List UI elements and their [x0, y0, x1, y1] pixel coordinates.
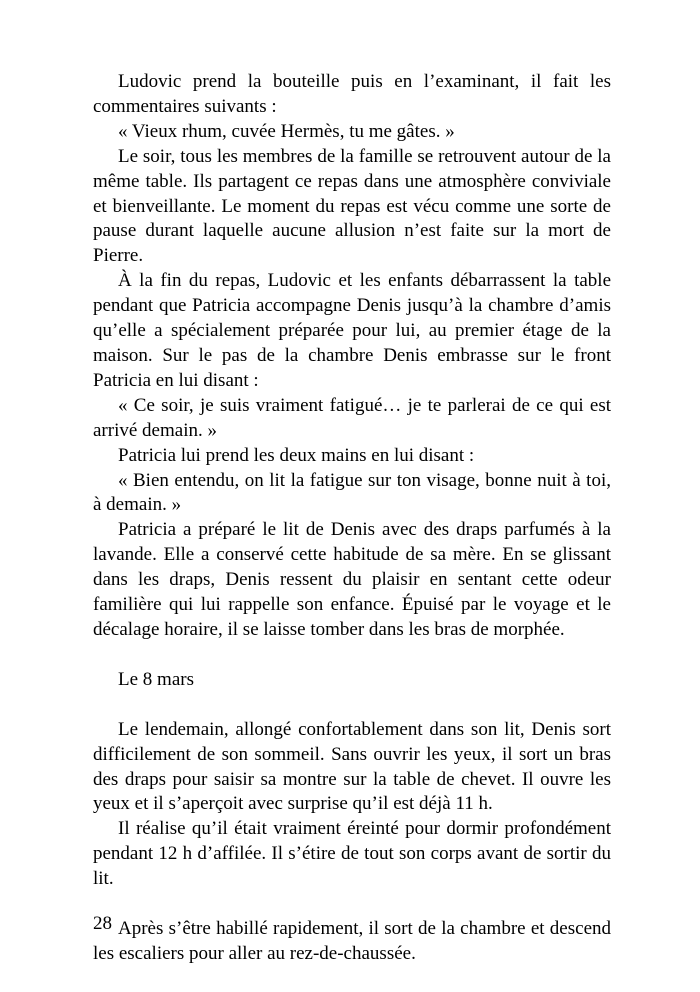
paragraph: « Bien entendu, on lit la fatigue sur ton visage, bonne nuit à toi, à demain. »: [93, 469, 611, 516]
paragraph: À la fin du repas, Ludovic et les enfants débarrassent la table pendant que Patricia accompagne Denis jusqu’à la chambre d’amis qu’elle a spécialement préparée pour lui, au premier étage de la maison. Sur le pas de la chambre Denis embrasse sur le front Patricia en lui disant :: [93, 270, 611, 391]
section-spacer: [93, 892, 611, 917]
section-spacer: [93, 693, 611, 718]
paragraph: Ludovic prend la bouteille puis en l’examinant, il fait les commentaires suivants :: [93, 71, 611, 117]
section-spacer: [93, 643, 611, 668]
paragraph: Patricia a préparé le lit de Denis avec des draps parfumés à la lavande. Elle a conservé cette habitude de sa mère. En se glissant dans les draps, Denis ressent du plaisir en sentant cette odeur familière qui lui rappelle son enfance. Épuisé par le voyage et le décalage horaire, il se laisse tomber dans les bras de morphée.: [93, 519, 611, 640]
paragraph: Après s’être habillé rapidement, il sort de la chambre et descend les escaliers pour aller au rez-de-chaussée.: [93, 918, 611, 964]
paragraph: Patricia lui prend les deux mains en lui disant :: [118, 444, 475, 466]
paragraph: Le soir, tous les membres de la famille se retrouvent autour de la même table. Ils partagent ce repas dans une atmosphère conviviale et bienveillante. Le moment du repas est vécu comme une sorte de pause durant laquelle aucune allusion n’est faite sur la mort de Pierre.: [93, 145, 611, 267]
paragraph: « Vieux rhum, cuvée Hermès, tu me gâtes. »: [118, 120, 455, 142]
paragraph: « Ce soir, je suis vraiment fatigué… je te parlerai de ce qui est arrivé demain. »: [93, 394, 611, 441]
page-number: 28: [93, 913, 112, 934]
paragraph: Il réalise qu’il était vraiment éreinté pour dormir profondément pendant 12 h d’affilée. Il s’étire de tout son corps avant de sortir du lit.: [93, 818, 611, 890]
paragraph: Le lendemain, allongé confortablement dans son lit, Denis sort difficilement de son sommeil. Sans ouvrir les yeux, il sort un bras des draps pour saisir sa montre sur la table de chevet. Il ouvre les yeux et il s’aperçoit avec surprise qu’il est déjà 11 h.: [93, 718, 611, 815]
page-text: [93, 70, 611, 967]
section-date-heading: Le 8 mars: [118, 668, 194, 690]
